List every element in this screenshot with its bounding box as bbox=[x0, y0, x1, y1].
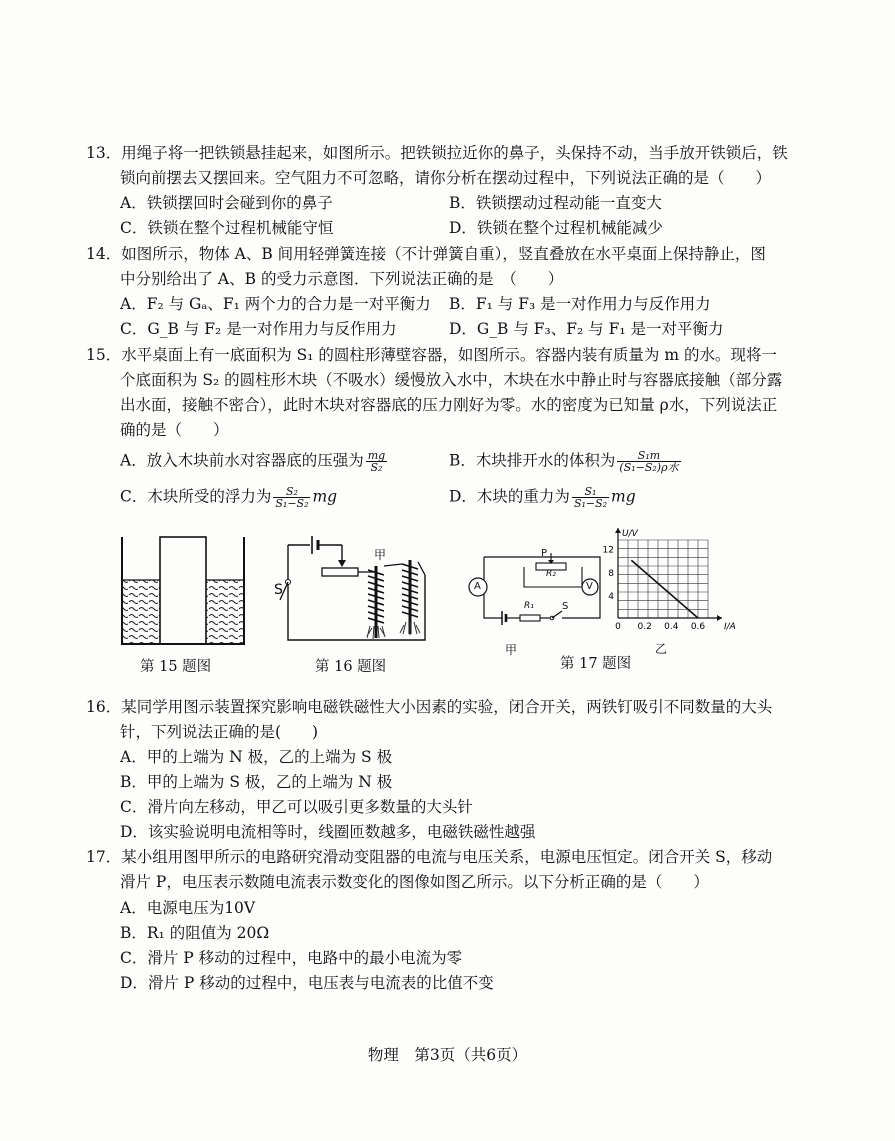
ammeter-label: A bbox=[474, 581, 481, 592]
coil-jia bbox=[367, 566, 385, 639]
graph-x-axis-label: I/A bbox=[724, 622, 736, 632]
graph-y-arrow bbox=[615, 528, 621, 533]
q15-option-d-fraction bbox=[572, 486, 609, 509]
q14-option-b: B．F₁ 与 F₃ 是一对作用力与反作用力 bbox=[449, 295, 711, 313]
q16-option-a: A．甲的上端为 N 极，乙的上端为 S 极 bbox=[120, 748, 393, 766]
q15-stem-line3: 出水面，接触不密合），此时木块对容器底的压力刚好为零。水的密度为已知量 ρ水，下列说法正 bbox=[120, 396, 778, 414]
q15-option-b bbox=[449, 450, 683, 473]
q13-option-c: C．铁锁在整个过程机械能守恒 bbox=[120, 219, 334, 237]
q15-option-a-fraction bbox=[366, 450, 387, 473]
graph-x-tick-label: 0.6 bbox=[690, 622, 706, 632]
fraction-denominator: S₂ bbox=[370, 461, 383, 474]
fraction-numerator: mg bbox=[367, 449, 386, 462]
fraction-numerator: S₁ bbox=[572, 486, 609, 498]
q17-option-a: A．电源电压为10V bbox=[120, 899, 256, 917]
q16-option-b: B．甲的上端为 S 极，乙的上端为 N 极 bbox=[120, 773, 393, 791]
q15-option-c-tail: mg bbox=[312, 487, 338, 506]
q15-option-d bbox=[449, 486, 636, 509]
q13-option-a: A．铁锁摆回时会碰到你的鼻子 bbox=[120, 194, 333, 212]
graph-x-tick-label: 0.2 bbox=[637, 622, 652, 632]
coil-yi bbox=[400, 560, 420, 635]
graph-x-arrow bbox=[717, 615, 722, 621]
fraction-numerator: S₁m bbox=[617, 450, 680, 462]
q13-option-b: B．铁锁摆动过程动能一直变大 bbox=[449, 194, 662, 212]
q15-stem-line1: 15．水平桌面上有一底面积为 S₁ 的圆柱形薄壁容器，如图所示。容器内装有质量为 m 的水。现将一 bbox=[86, 346, 777, 364]
fig17-ui-graph bbox=[600, 522, 740, 637]
fraction-denominator: S₁−S₂ bbox=[275, 497, 309, 510]
fig16-jia-label: 甲 bbox=[374, 548, 387, 562]
fig16-electromagnet-diagram bbox=[270, 530, 440, 655]
fraction-denominator: (S₁−S₂)ρ水 bbox=[619, 461, 679, 474]
q16-option-d: D．该实验说明电流相等时，线圈匝数越多，电磁铁磁性越强 bbox=[120, 823, 536, 841]
fig16-switch-label: S bbox=[274, 582, 283, 598]
graph-y-tick-label: 4 bbox=[608, 591, 614, 602]
graph-y-tick-label: 8 bbox=[608, 568, 614, 579]
q14-stem-line1: 14．如图所示，物体 A、B 间用轻弹簧连接（不计弹簧自重），竖直叠放在水平桌面上保持静止，图 bbox=[86, 245, 766, 263]
graph-x-tick-label: 0 bbox=[615, 622, 621, 632]
q15-option-b-text: B．木块排开水的体积为 bbox=[449, 451, 616, 470]
q15-option-b-fraction bbox=[617, 450, 680, 473]
fig15-caption: 第 15 题图 bbox=[140, 659, 212, 675]
graph-y-tick-label: 12 bbox=[602, 545, 614, 556]
q14-option-d: D．G_B 与 F₃、F₂ 与 F₁ 是一对平衡力 bbox=[449, 320, 724, 338]
fraction-numerator: S₂ bbox=[273, 486, 310, 498]
q17-option-b: B．R₁ 的阻值为 20Ω bbox=[120, 924, 270, 942]
q15-stem-line4: 确的是（ ） bbox=[120, 421, 229, 439]
fig16-caption: 第 16 题图 bbox=[315, 659, 387, 675]
wooden-block bbox=[160, 537, 206, 644]
q13-stem-line2: 锁向前摆去又摆回来。空气阻力不可忽略，请你分析在摆动过程中，下列说法正确的是（ ） bbox=[120, 169, 772, 187]
switch-s-label: S bbox=[562, 601, 569, 612]
graph-x-tick-label: 0.4 bbox=[664, 622, 679, 632]
q13-option-d: D．铁锁在整个过程机械能减少 bbox=[449, 219, 663, 237]
q16-stem-line1: 16．某同学用图示装置探究影响电磁铁磁性大小因素的实验，闭合开关，两铁钉吸引不同数量的大头 bbox=[86, 698, 773, 716]
q15-option-d-tail: mg bbox=[611, 487, 636, 506]
q17-stem-line1: 17．某小组用图甲所示的电路研究滑动变阻器的电流与电压关系，电源电压恒定。闭合开关 S，移动 bbox=[86, 848, 773, 866]
page-footer: 物理 第3页（共6页） bbox=[367, 1046, 528, 1064]
q17-stem-line2: 滑片 P，电压表示数随电流表示数变化的图像如图乙所示。以下分析正确的是（ ） bbox=[120, 873, 709, 891]
q16-stem-line2: 针，下列说法正确的是( ) bbox=[120, 723, 319, 741]
q15-option-c-text: C．木块所受的浮力为 bbox=[120, 487, 272, 506]
q15-stem-line2: 个底面积为 S₂ 的圆柱形木块（不吸水）缓慢放入水中，木块在水中静止时与容器底接触（部分露 bbox=[120, 371, 783, 389]
r2-label: R₂ bbox=[546, 569, 556, 579]
q15-option-c-fraction bbox=[273, 486, 310, 509]
q15-option-c bbox=[120, 486, 337, 509]
q17-option-d: D．滑片 P 移动的过程中，电压表与电流表的比值不变 bbox=[120, 974, 494, 992]
fraction-denominator: S₁−S₂ bbox=[573, 497, 608, 510]
r1-label: R₁ bbox=[524, 601, 534, 611]
q15-option-a bbox=[120, 450, 389, 473]
slider-p-label: P bbox=[541, 548, 548, 559]
q14-stem-line2: 中分别给出了 A、B 的受力示意图．下列说法正确的是 （ ） bbox=[120, 270, 564, 288]
q15-option-d-text: D．木块的重力为 bbox=[449, 487, 570, 506]
fig17-caption: 第 17 题图 bbox=[560, 656, 632, 672]
fig17-yi-label: 乙 bbox=[655, 642, 668, 656]
q14-option-c: C．G_B 与 F₂ 是一对作用力与反作用力 bbox=[120, 320, 397, 338]
q15-option-a-text: A．放入木块前水对容器底的压强为 bbox=[120, 451, 364, 470]
voltmeter-label: V bbox=[586, 581, 593, 592]
q16-option-c: C．滑片向左移动，甲乙可以吸引更多数量的大头针 bbox=[120, 798, 473, 816]
graph-y-axis-label: U/V bbox=[622, 529, 638, 539]
fig17-jia-label: 甲 bbox=[505, 643, 518, 657]
fig15-container-diagram bbox=[118, 535, 278, 650]
q13-stem-line1: 13．用绳子将一把铁锁悬挂起来，如图所示。把铁锁拉近你的鼻子，头保持不动，当手放开铁锁后，铁 bbox=[86, 144, 788, 162]
fig17-circuit-diagram bbox=[462, 545, 604, 635]
q14-option-a: A．F₂ 与 Gₐ、F₁ 两个力的合力是一对平衡力 bbox=[120, 295, 431, 313]
q17-option-c: C．滑片 P 移动的过程中，电路中的最小电流为零 bbox=[120, 949, 463, 967]
